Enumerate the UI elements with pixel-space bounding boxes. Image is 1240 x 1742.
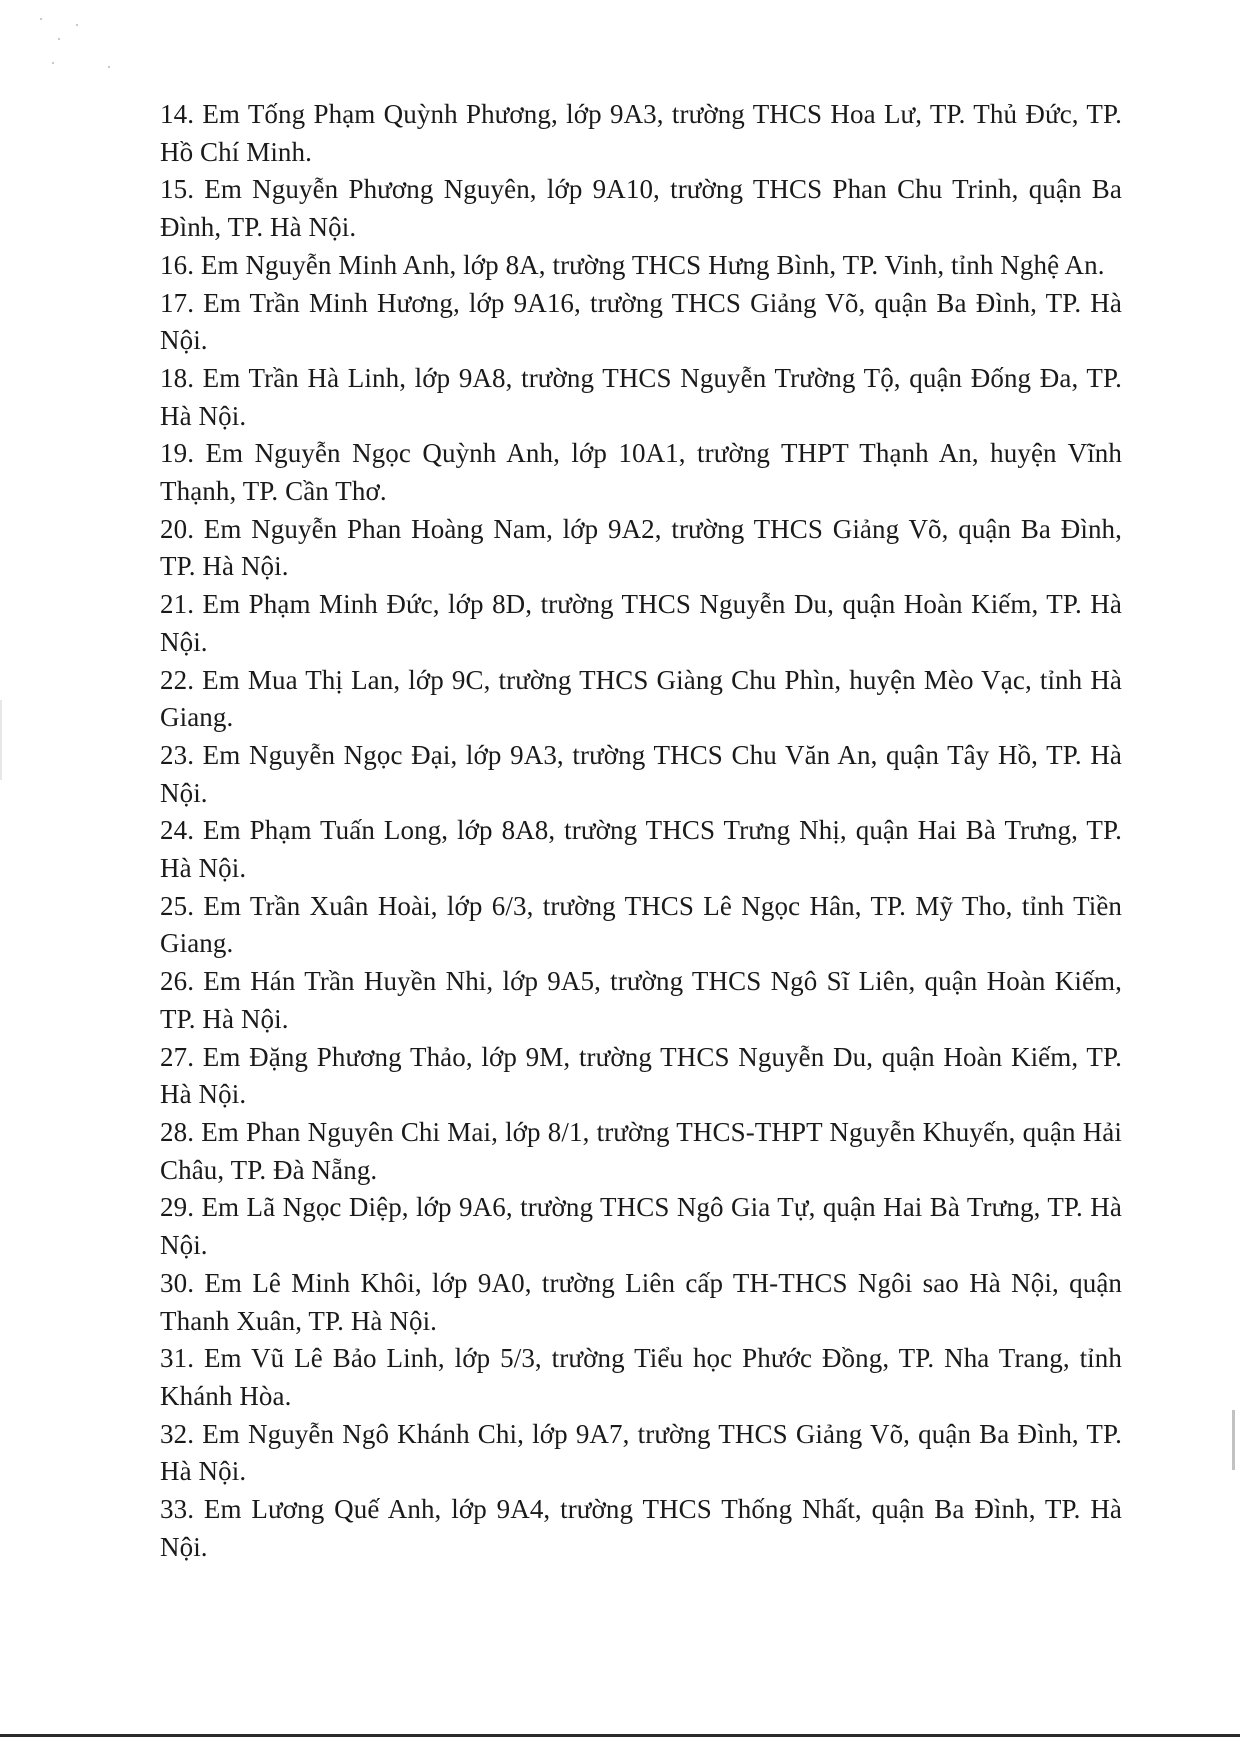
list-item: 21. Em Phạm Minh Đức, lớp 8D, trường THCS Nguyễn Du, quận Hoàn Kiếm, TP. Hà Nội. — [160, 589, 1122, 657]
list-item: 31. Em Vũ Lê Bảo Linh, lớp 5/3, trường Tiểu học Phước Đồng, TP. Nha Trang, tỉnh Khánh Hòa. — [160, 1343, 1122, 1411]
list-item: 22. Em Mua Thị Lan, lớp 9C, trường THCS Giàng Chu Phìn, huyện Mèo Vạc, tỉnh Hà Giang. — [160, 664, 1122, 733]
list-item: 27. Em Đặng Phương Thảo, lớp 9M, trường THCS Nguyễn Du, quận Hoàn Kiếm, TP. Hà Nội. — [160, 1041, 1122, 1110]
scan-speck — [76, 24, 78, 26]
list-item: 30. Em Lê Minh Khôi, lớp 9A0, trường Liên cấp TH-THCS Ngôi sao Hà Nội, quận Thanh Xuân, TP. Hà Nội. — [160, 1267, 1122, 1336]
list-item: 18. Em Trần Hà Linh, lớp 9A8, trường THCS Nguyễn Trường Tộ, quận Đống Đa, TP. Hà Nội. — [160, 362, 1122, 431]
list-item: 14. Em Tống Phạm Quỳnh Phương, lớp 9A3, trường THCS Hoa Lư, TP. Thủ Đức, TP. Hồ Chí Minh. — [160, 99, 1122, 167]
scan-speck — [52, 62, 54, 64]
list-item: 23. Em Nguyễn Ngọc Đại, lớp 9A3, trường THCS Chu Văn An, quận Tây Hồ, TP. Hà Nội. — [160, 739, 1122, 808]
list-item: 15. Em Nguyễn Phương Nguyên, lớp 9A10, trường THCS Phan Chu Trinh, quận Ba Đình, TP. Hà Nội. — [160, 174, 1122, 243]
scan-speck — [58, 38, 60, 40]
list-item: 17. Em Trần Minh Hương, lớp 9A16, trường THCS Giảng Võ, quận Ba Đình, TP. Hà Nội. — [160, 287, 1122, 356]
student-list — [160, 96, 1122, 1566]
list-item: 28. Em Phan Nguyên Chi Mai, lớp 8/1, trường THCS-THPT Nguyễn Khuyến, quận Hải Châu, TP. Đà Nẵng. — [160, 1116, 1122, 1185]
list-item: 29. Em Lã Ngọc Diệp, lớp 9A6, trường THCS Ngô Gia Tự, quận Hai Bà Trưng, TP. Hà Nội. — [160, 1192, 1122, 1261]
scan-speck — [108, 66, 110, 68]
list-item: 20. Em Nguyễn Phan Hoàng Nam, lớp 9A2, trường THCS Giảng Võ, quận Ba Đình, TP. Hà Nội. — [160, 513, 1122, 582]
list-item: 16. Em Nguyễn Minh Anh, lớp 8A, trường THCS Hưng Bình, TP. Vinh, tỉnh Nghệ An. — [160, 249, 1105, 280]
scan-edge-shadow — [0, 700, 2, 780]
list-item: 32. Em Nguyễn Ngô Khánh Chi, lớp 9A7, trường THCS Giảng Võ, quận Ba Đình, TP. Hà Nội. — [160, 1418, 1122, 1487]
page-bottom-rule — [0, 1734, 1240, 1737]
list-item: 25. Em Trần Xuân Hoài, lớp 6/3, trường THCS Lê Ngọc Hân, TP. Mỹ Tho, tỉnh Tiền Giang. — [160, 890, 1122, 959]
list-item: 26. Em Hán Trần Huyền Nhi, lớp 9A5, trường THCS Ngô Sĩ Liên, quận Hoàn Kiếm, TP. Hà Nội. — [160, 966, 1122, 1034]
list-item: 33. Em Lương Quế Anh, lớp 9A4, trường THCS Thống Nhất, quận Ba Đình, TP. Hà Nội. — [160, 1494, 1122, 1562]
scan-speck — [40, 18, 42, 20]
list-item: 24. Em Phạm Tuấn Long, lớp 8A8, trường THCS Trưng Nhị, quận Hai Bà Trưng, TP. Hà Nội. — [160, 815, 1122, 884]
list-item: 19. Em Nguyễn Ngọc Quỳnh Anh, lớp 10A1, trường THPT Thạnh An, huyện Vĩnh Thạnh, TP. Cần Thơ. — [160, 438, 1122, 507]
scan-edge-shadow — [1232, 1410, 1235, 1470]
